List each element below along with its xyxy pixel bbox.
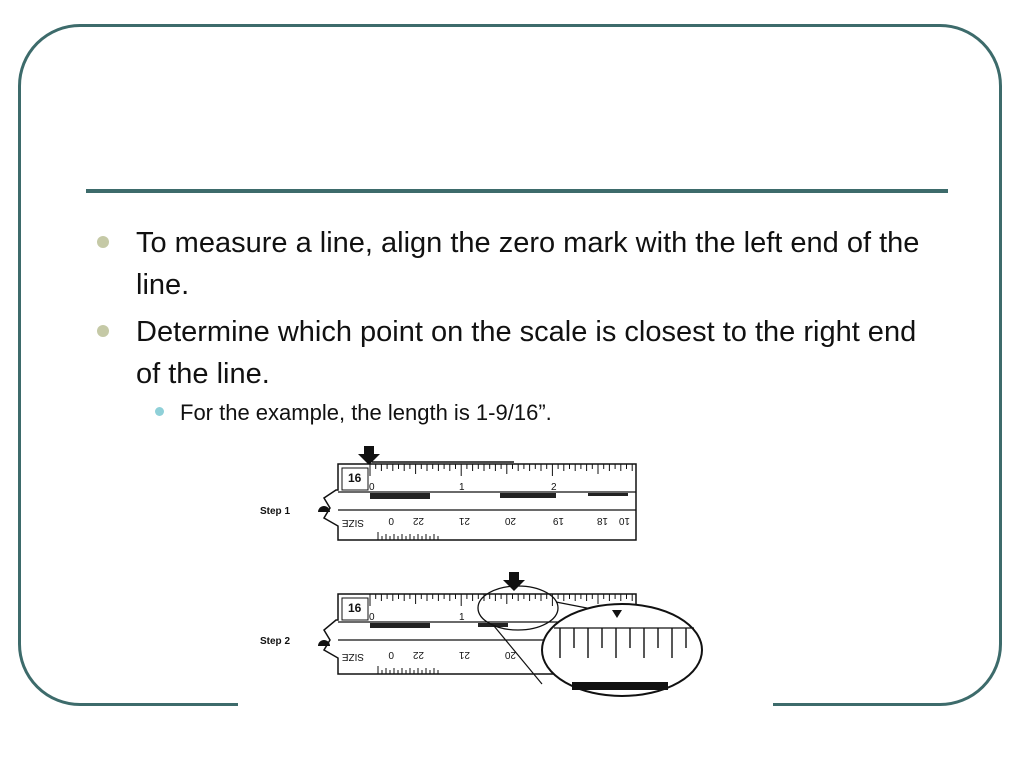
top-scale-number: 2 bbox=[551, 482, 557, 493]
svg-text:0: 0 bbox=[388, 649, 394, 660]
svg-text:22: 22 bbox=[412, 649, 424, 660]
svg-text:0: 0 bbox=[388, 515, 394, 526]
ruler-illustration bbox=[238, 444, 773, 710]
sub-bullet-dot-icon bbox=[155, 407, 164, 416]
svg-text:20: 20 bbox=[504, 515, 516, 526]
scale-label: 16 bbox=[348, 471, 362, 485]
bullet-item bbox=[96, 311, 926, 395]
step-1-label: Step 1 bbox=[260, 506, 291, 517]
sub-bullet-text: For the example, the length is 1-9/16”. bbox=[180, 400, 552, 425]
bullet-text: Determine which point on the scale is closest to the right end of the line. bbox=[136, 316, 917, 390]
sub-bullet-item bbox=[96, 398, 926, 428]
ruler-body bbox=[324, 464, 636, 540]
svg-text:10: 10 bbox=[618, 515, 630, 526]
top-scale-number: 1 bbox=[459, 612, 465, 623]
title-divider bbox=[86, 189, 948, 193]
bullet-item bbox=[96, 222, 926, 306]
scale-label: 16 bbox=[348, 601, 362, 615]
top-scale-number: 0 bbox=[369, 612, 375, 623]
size-label: SIZE bbox=[341, 517, 364, 528]
svg-text:20: 20 bbox=[504, 649, 516, 660]
svg-text:21: 21 bbox=[458, 649, 470, 660]
arrow-down-icon bbox=[503, 572, 525, 591]
magnified-detail bbox=[542, 604, 702, 696]
top-scale-number: 1 bbox=[459, 482, 465, 493]
svg-text:21: 21 bbox=[458, 515, 470, 526]
svg-text:18: 18 bbox=[596, 515, 608, 526]
bullet-dot-icon bbox=[97, 325, 109, 337]
top-scale-number: 0 bbox=[369, 482, 375, 493]
step-2-label: Step 2 bbox=[260, 636, 291, 647]
svg-text:19: 19 bbox=[552, 515, 564, 526]
svg-text:22: 22 bbox=[412, 515, 424, 526]
size-label: SIZE bbox=[341, 651, 364, 662]
bullet-list bbox=[96, 222, 926, 428]
bullet-dot-icon bbox=[97, 236, 109, 248]
scale-ruler-figure bbox=[238, 444, 773, 710]
bullet-text: To measure a line, align the zero mark with the left end of the line. bbox=[136, 227, 920, 301]
